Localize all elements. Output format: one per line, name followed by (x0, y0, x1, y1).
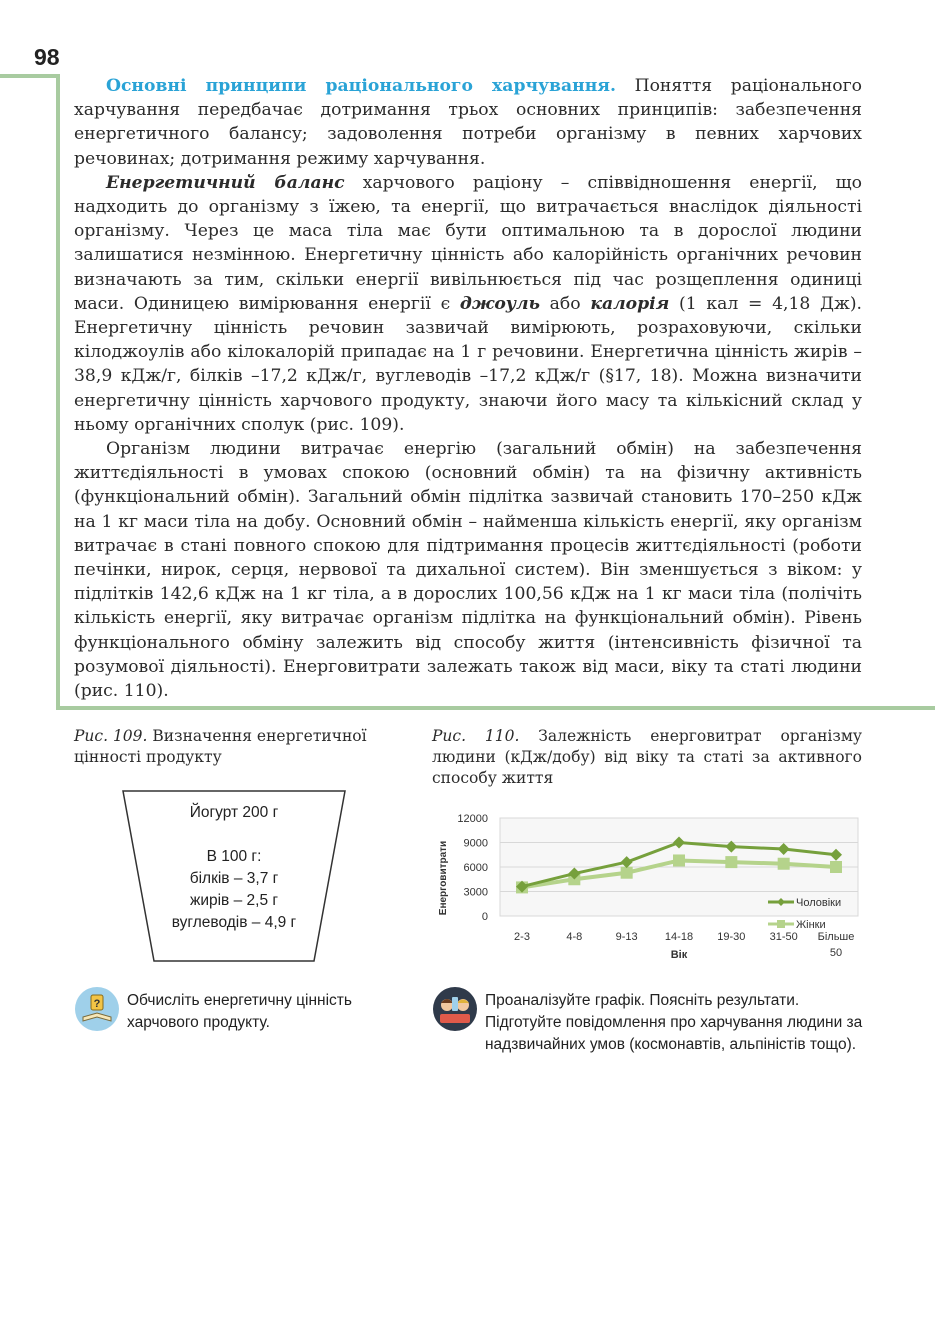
y-axis-label: Енерговитрати (438, 840, 449, 916)
frame-left-border (56, 74, 60, 710)
y-tick-label: 6000 (463, 862, 488, 874)
main-text (74, 74, 862, 703)
y-tick-label: 3000 (463, 886, 488, 899)
section-heading: Основні принципи раціонального харчування. (106, 76, 616, 96)
yogurt-per-100g: В 100 г: (206, 848, 262, 865)
term-calorie: калорія (590, 293, 670, 314)
data-point-women (778, 858, 790, 870)
legend-women-label: Жінки (796, 919, 826, 931)
task-calculate: Обчисліть енергетичну цінність харчового продукту. (127, 992, 352, 1031)
paragraph-text: Поняття раціонального харчування передбачає дотримання трьох основних принципів: забезпечення енергетичного балансу; задоволення потреби організму в певних харчових речовинах; дотримання режиму харчування. (74, 76, 862, 169)
yogurt-cup-label (122, 790, 346, 934)
legend-women-marker (777, 920, 785, 928)
y-tick-label: 9000 (463, 837, 488, 850)
svg-text:?: ? (93, 998, 101, 1010)
yogurt-fat: жирів – 2,5 г (189, 892, 279, 909)
x-tick-label: Більше 50 (817, 931, 855, 959)
frame-bottom-border (56, 706, 935, 710)
term-energy-balance: Енергетичний баланс (106, 172, 345, 193)
paragraph-text: Організм людини витрачає енергію (загальний обмін) на забезпечення життєдіяльності в умовах спокою (основний обмін) та на фізичну активність (функціональний обмін). Загальний обмін підлітка зазвичай становить 170–250 кДж на 1 кг маси тіла на добу. Основний обмін – найменша кількість енергії, яку організм витрачає в стані повного спокою для підтримання процесів життєдіяльності (роботи печінки, нирок, серця, нервової та дихальної систем). Він зменшується з віком: у підлітків 142,6 кДж на 1 кг тіла, а в дорослих 100,56 кДж на 1 кг маси тіла (полічіть кількість енергії, яку витрачає організм підлітка на функціональний обмін). Рівень функціонального обміну залежить від способу життя (інтенсивність фізичної та розумової діяльності). Енерговитрати залежать також від маси, віку та статі людини (рис. 110). (74, 439, 862, 702)
term-joule: джоуль (459, 293, 540, 314)
x-tick-label: 14-18 (664, 931, 694, 943)
data-point-women (673, 854, 685, 866)
x-tick-label: 31-50 (769, 931, 798, 943)
figure-109-text: Визначення енергетичної цінності продукту (74, 727, 367, 766)
frame-top-border (0, 74, 58, 78)
figure-109-caption (74, 726, 394, 768)
paragraph-text: (1 кал = 4,18 Дж). Енергетичну цінність речовин зазвичай вимірюють, розраховуючи, скільки кілоджоулів або кілокалорій припадає на 1 г речовини. Енергетична цінність жирів – 38,9 кДж/г, білків –17,2 кДж/г, вуглеводів –17,2 кДж/г (§17, 18). Можна визначити енергетичну цінність харчового продукту, знаючи його масу та кількісний склад у ньому органічних сполук (рис. 109). (74, 293, 862, 435)
paragraph-text: харчового раціону – співвідношення енергії, що надходить до організму з їжею, та енергії, що витрачається внаслідок діяльності організму. Через це маса тіла має бути оптимальною та в дорослої людини залишатися незмінною. Енергетичну цінність або калорійність органічних речовин визначають за тим, скільки енергії вивільнюється під час розщеплення одиниці маси. Одиницею вимірювання енергії є (74, 172, 862, 314)
page-number: 98 (34, 44, 60, 70)
x-tick-label: 9-13 (615, 931, 638, 943)
paragraph-energy-balance (74, 171, 862, 437)
paragraph-principles (74, 74, 862, 171)
paragraph-text: або (539, 293, 591, 314)
legend-men-label: Чоловіки (796, 897, 842, 909)
figure-110-text: Залежність енерговитрат організму людини (кДж/добу) від віку та статі за активного способу життя (432, 727, 862, 787)
y-tick-label: 0 (481, 911, 488, 923)
analyze-task-icon (432, 986, 478, 1032)
x-axis-label: Вік (670, 949, 688, 961)
data-point-women (621, 867, 633, 879)
calculate-task-icon (74, 986, 120, 1032)
figure-109-label: Рис. 109. (74, 727, 148, 745)
task-analyze: Проаналізуйте графік. Поясніть результати. Підготуйте повідомлення про харчування людини за надзвичайних умов (космонавтів, альпіністів тощо). (485, 992, 863, 1053)
yogurt-product: Йогурт 200 г (189, 804, 279, 821)
yogurt-carbs: вуглеводів – 4,9 г (171, 914, 297, 931)
x-tick-label: 2-3 (514, 931, 530, 943)
data-point-women (725, 856, 737, 868)
paragraph-metabolism (74, 437, 862, 703)
figure-110-label: Рис. 110. (432, 727, 520, 745)
x-tick-label: 19-30 (717, 931, 746, 943)
x-tick-label: 4-8 (566, 931, 583, 943)
data-point-women (830, 861, 842, 873)
energy-chart (432, 808, 872, 968)
figure-110-caption (432, 726, 862, 789)
yogurt-protein: білків – 3,7 г (189, 870, 279, 887)
y-tick-label: 12000 (457, 813, 488, 825)
